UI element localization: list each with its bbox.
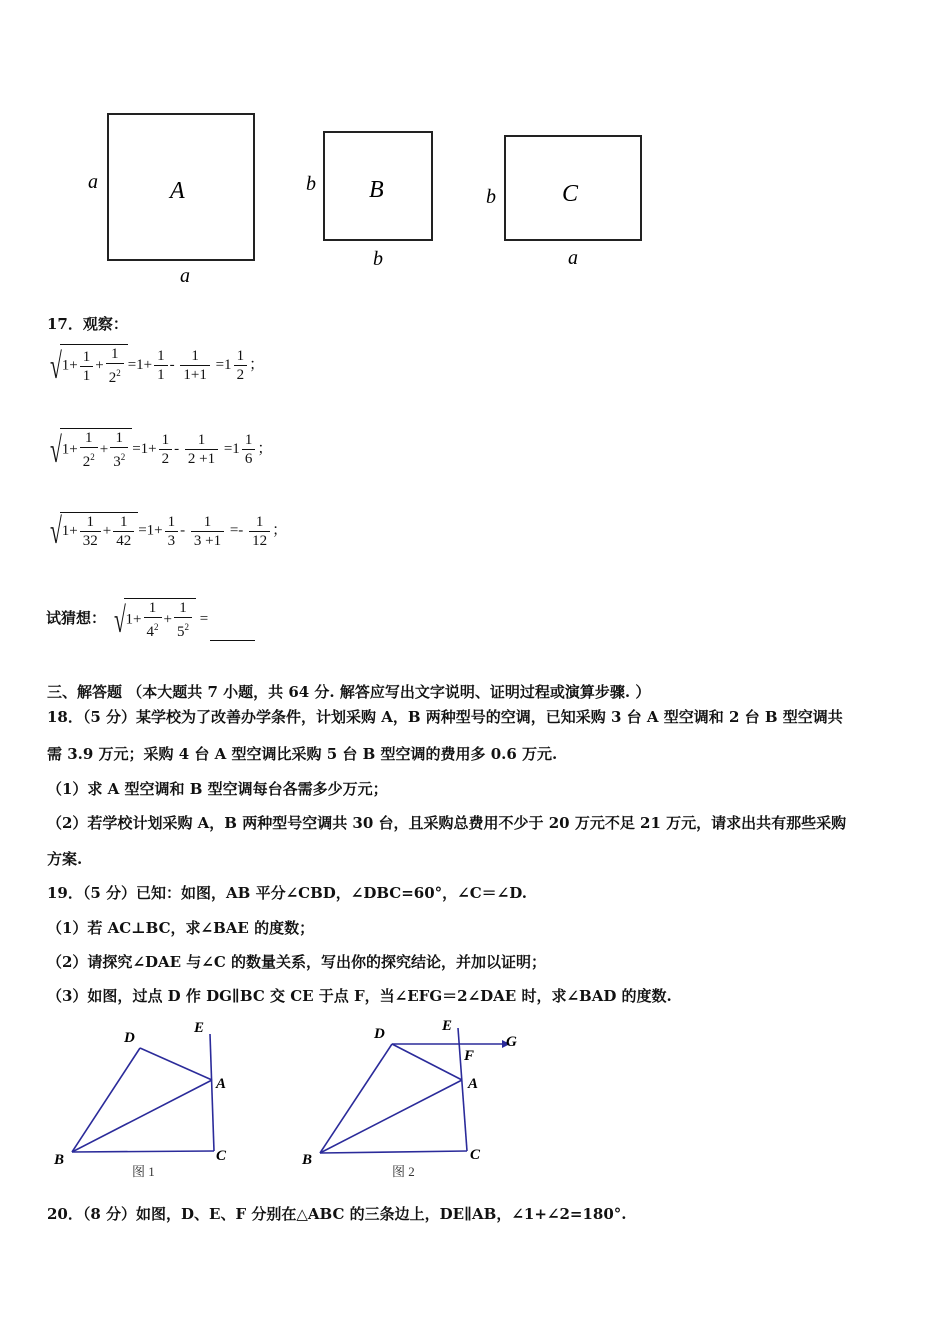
rect-c-side-left: b [486, 186, 496, 208]
q19-figure-2 [290, 1012, 540, 1184]
fig2-label-d: D [374, 1026, 385, 1042]
fig1-label-a: A [216, 1076, 227, 1092]
fig1-caption: 图 1 [132, 1164, 155, 1179]
q19-part3: （3）如图，过点 D 作 DG∥BC 交 CE 于点 F，当∠EFG＝2∠DAE 时，求∠BAD 的度数. [47, 987, 672, 1005]
squares-figure [0, 100, 700, 300]
fig2-label-f: F [464, 1048, 475, 1064]
fig2-label-e: E [442, 1018, 453, 1034]
square-a [88, 114, 254, 287]
answer-blank[interactable] [210, 626, 255, 641]
rect-c-label: C [562, 181, 579, 207]
q18-part2a: （2）若学校计划采购 A，B 两种型号空调共 30 台，且采购总费用不少于 20 万元不足 21 万元，请求出共有那些采购 [47, 814, 847, 832]
rect-c [486, 136, 641, 269]
q19-line1: 19．（5 分）已知：如图，AB 平分∠CBD，∠DBC=60°，∠C＝∠D. [47, 884, 527, 902]
fig2-caption: 图 2 [392, 1164, 415, 1179]
q19-part2: （2）请探究∠DAE 与∠C 的数量关系，写出你的探究结论，并加以证明； [47, 953, 547, 971]
q17-guess-label: 试猜想： [46, 610, 107, 627]
q17-guess: 试猜想： √1+ $\frac{1}{4^2}$ + $\frac{1}{5^2}$ = [46, 598, 255, 641]
square-b-side-bottom: b [373, 248, 383, 270]
fig1-label-d: D [124, 1030, 135, 1046]
square-b-side-left: b [306, 173, 316, 195]
q18-part1: （1）求 A 型空调和 B 型空调每台各需多少万元； [47, 780, 388, 798]
q20-line1: 20．（8 分）如图，D、E、F 分别在△ABC 的三条边上，DE∥AB，∠1+∠2=180°. [47, 1205, 627, 1223]
square-a-label: A [170, 178, 185, 204]
square-b [306, 132, 432, 270]
fig1-label-e: E [194, 1020, 205, 1036]
square-a-side-left: a [88, 171, 98, 193]
square-a-side-bottom: a [180, 265, 190, 287]
q19-part1: （1）若 AC⊥BC，求∠BAE 的度数； [47, 919, 315, 937]
square-b-label: B [369, 177, 384, 203]
q17-row3: √1+ $\frac{1}{32}$ + $\frac{1}{42}$ =1+ $\frac{1}{3}$ - $\frac{1}{3 +1}$ =- $\frac{1}{12}$ ； [49, 511, 288, 551]
fig2-label-b: B [302, 1152, 313, 1168]
q18-line2: 需 3.9 万元；采购 4 台 A 型空调比采购 5 台 B 型空调的费用多 0.6 万元. [47, 745, 558, 763]
q17-row2: √1+ $\frac{1}{2^2}$ + $\frac{1}{3^2}$ =1+ $\frac{1}{2}$ - $\frac{1}{2 +1}$ =1 $\frac{1}{6}$ ； [49, 429, 273, 470]
fig1-label-c: C [216, 1148, 227, 1164]
fig1-label-b: B [54, 1152, 65, 1168]
q18-part2b: 方案. [47, 850, 83, 868]
q17-title: 17．观察： [47, 315, 128, 333]
fig2-label-g: G [506, 1034, 517, 1050]
q19-figure-1 [40, 1012, 260, 1184]
q18-line1: 18．（5 分）某学校为了改善办学条件，计划采购 A，B 两种型号的空调，已知采购 3 台 A 型空调和 2 台 B 型空调共 [47, 708, 843, 726]
q17-row1: √1+ $\frac{1}{1}$ + $\frac{1}{2^2}$ =1+ $\frac{1}{1}$ - $\frac{1}{1+1}$ =1 $\frac{1}{2}$ ； [49, 345, 265, 386]
section3-heading: 三、解答题 （本大题共 7 小题，共 64 分. 解答应写出文字说明、证明过程或演算步骤. ） [47, 683, 651, 701]
rect-c-side-bottom: a [568, 247, 578, 269]
fig2-label-a: A [468, 1076, 479, 1092]
fig2-label-c: C [470, 1147, 481, 1163]
